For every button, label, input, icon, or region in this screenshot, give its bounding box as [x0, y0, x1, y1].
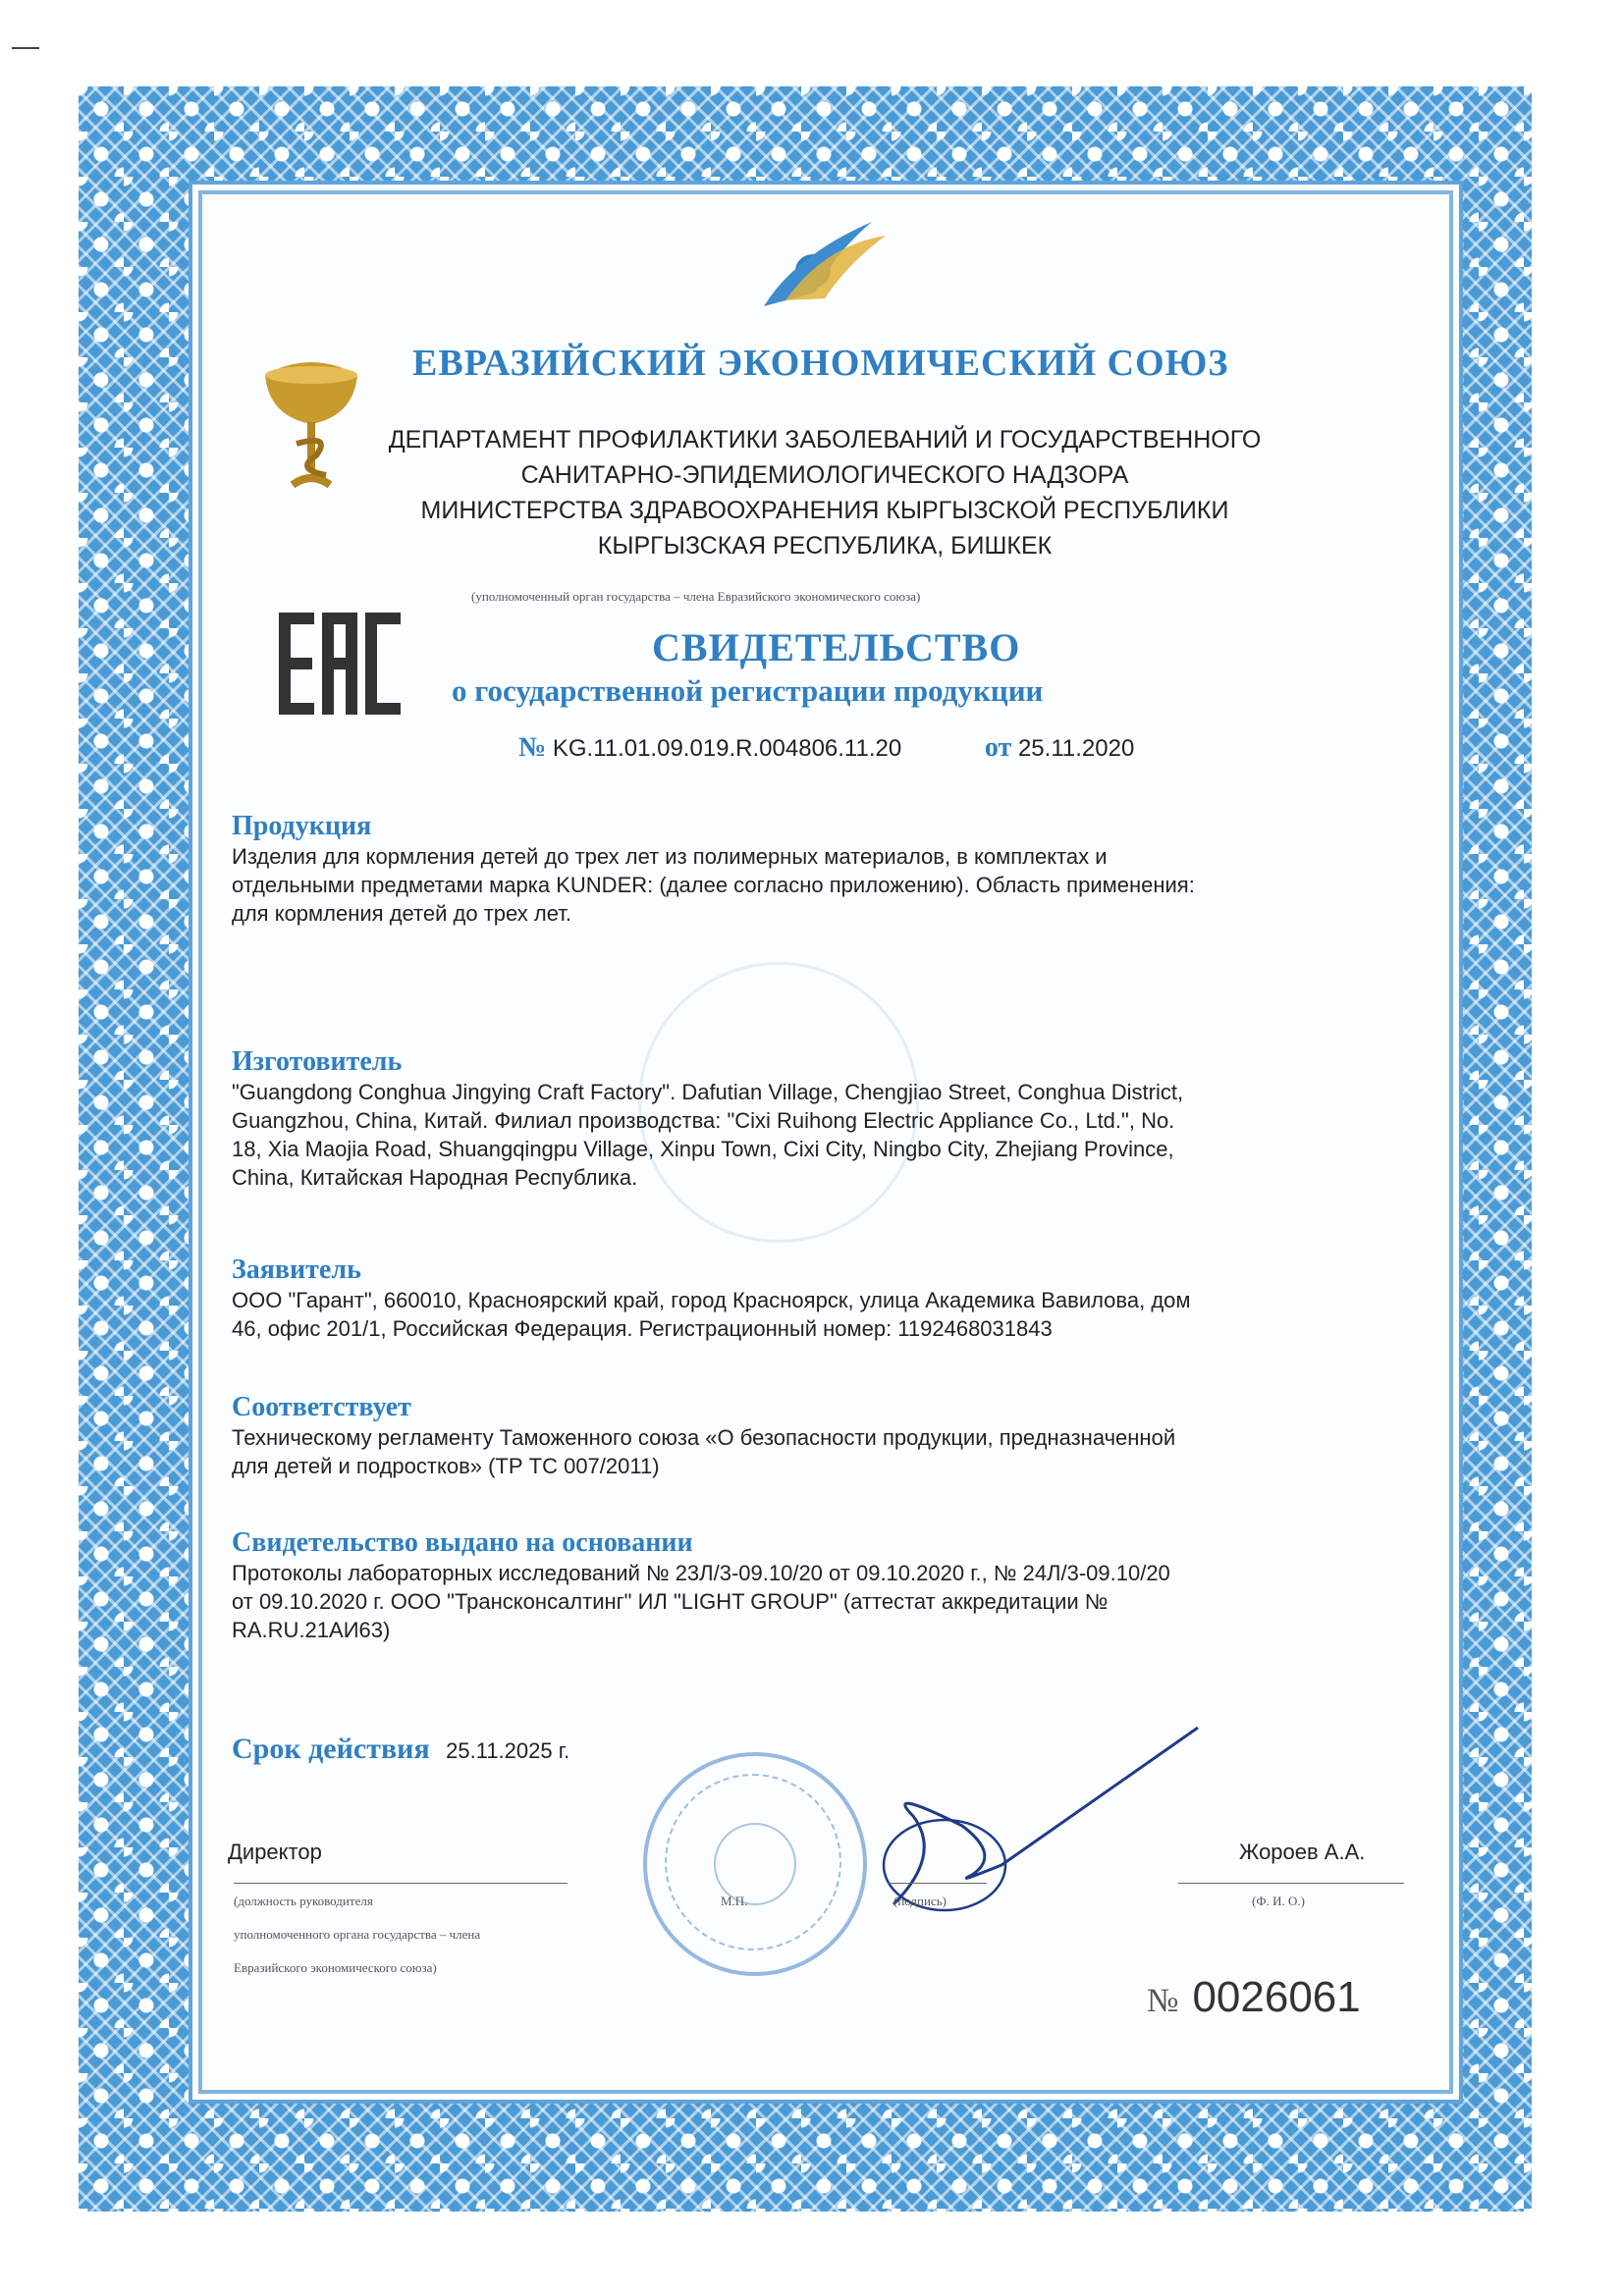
registration-date: 25.11.2020	[1017, 735, 1135, 762]
product-section	[232, 811, 1410, 928]
director-title: Директор	[228, 1840, 322, 1864]
conforms-section	[232, 1392, 1410, 1480]
name-line	[1178, 1883, 1404, 1884]
union-title: ЕВРАЗИЙСКИЙ ЭКОНОМИЧЕСКИЙ СОЮЗ	[412, 343, 1229, 384]
manufacturer-heading: Изготовитель	[232, 1046, 403, 1077]
applicant-section	[232, 1255, 1410, 1343]
department-line: КЫРГЫЗСКАЯ РЕСПУБЛИКА, БИШКЕК	[597, 532, 1053, 560]
validity-label: Срок действия	[232, 1733, 430, 1765]
scan-edge-mark	[12, 47, 39, 49]
date-label: от	[984, 732, 1012, 763]
basis-line: Протоколы лабораторных исследований № 23Л/3-09.10/20 от 09.10.2020 г., № 24Л/3-09.10/20	[232, 1561, 1170, 1585]
validity-value: 25.11.2025 г.	[446, 1738, 570, 1763]
registration-number: KG.11.01.09.019.R.004806.11.20	[552, 735, 902, 762]
conforms-line: для детей и подростков» (ТР ТС 007/2011)	[232, 1454, 660, 1478]
basis-line: RA.RU.21АИ63)	[232, 1618, 391, 1642]
position-line	[234, 1883, 568, 1884]
authority-note: (уполномоченный орган государства – члена Евразийского экономического союза)	[471, 589, 921, 604]
eaeu-logo-icon	[756, 216, 893, 314]
conforms-line: Техническому регламенту Таможенного союза «О безопасности продукции, предназначенной	[232, 1425, 1176, 1450]
product-line: Изделия для кормления детей до трех лет из полимерных материалов, в комплектах и	[232, 844, 1108, 869]
certificate-title: СВИДЕТЕЛЬСТВО	[652, 625, 1021, 669]
signature-label: (подпись)	[893, 1894, 947, 1908]
applicant-line: 46, офис 201/1, Российская Федерация. Регистрационный номер: 1192468031843	[232, 1316, 1053, 1341]
applicant-heading: Заявитель	[232, 1255, 361, 1285]
validity-line	[232, 1733, 569, 1766]
position-note	[234, 1885, 480, 1985]
manufacturer-line: "Guangdong Conghua Jingying Craft Factory". Dafutian Village, Chengjiao Street, Conghua District,	[232, 1080, 1184, 1104]
director-name: Жороев А.А.	[1239, 1840, 1366, 1864]
manufacturer-line: China, Китайская Народная Республика.	[232, 1165, 638, 1190]
official-stamp	[643, 1752, 867, 1976]
position-note-line: (должность руководителя	[234, 1894, 373, 1908]
product-line: для кормления детей до трех лет.	[232, 901, 571, 926]
manufacturer-section	[232, 1046, 1410, 1192]
product-line: отдельными предметами марка KUNDER: (далее согласно приложению). Область применения:	[232, 873, 1195, 897]
serial-number	[1147, 1973, 1361, 2022]
certificate-subtitle: о государственной регистрации продукции	[452, 673, 1044, 708]
serial-value: 0026061	[1192, 1973, 1361, 2021]
health-bowl-serpent-icon	[257, 346, 365, 493]
manufacturer-line: Guangzhou, China, Китай. Филиал производства: "Cixi Ruihong Electric Appliance Co., Ltd.", No.	[232, 1108, 1175, 1133]
eac-mark-icon	[277, 609, 403, 719]
department-line: САНИТАРНО-ЭПИДЕМИОЛОГИЧЕСКОГО НАДЗОРА	[520, 461, 1129, 489]
department-line: МИНИСТЕРСТВА ЗДРАВООХРАНЕНИЯ КЫРГЫЗСКОЙ РЕСПУБЛИКИ	[420, 497, 1229, 524]
registration-line	[518, 732, 1134, 764]
basis-heading: Свидетельство выдано на основании	[232, 1527, 693, 1558]
applicant-line: ООО "Гарант", 660010, Красноярский край, город Красноярск, улица Академика Вавилова, дом	[232, 1288, 1191, 1312]
conforms-heading: Соответствует	[232, 1392, 411, 1422]
name-label: (Ф. И. О.)	[1252, 1894, 1305, 1908]
number-sign: №	[518, 732, 547, 763]
basis-section	[232, 1527, 1410, 1644]
signature-line	[889, 1883, 987, 1884]
position-note-line: Евразийского экономического союза)	[234, 1960, 437, 1975]
serial-sign: №	[1147, 1983, 1179, 2019]
department-line: ДЕПАРТАМЕНТ ПРОФИЛАКТИКИ ЗАБОЛЕВАНИЙ И ГОСУДАРСТВЕННОГО	[388, 426, 1262, 454]
stamp-label: М.П.	[721, 1894, 748, 1908]
product-heading: Продукция	[232, 811, 372, 841]
manufacturer-line: 18, Xia Maojia Road, Shuangqingpu Village, Xinpu Town, Cixi City, Ningbo City, Zhejiang Province,	[232, 1137, 1174, 1161]
position-note-line: уполномоченного органа государства – члена	[234, 1927, 481, 1942]
department-block	[353, 422, 1296, 563]
basis-line: от 09.10.2020 г. ООО "Трансконсалтинг" ИЛ "LIGHT GROUP" (аттестат аккредитации №	[232, 1589, 1109, 1614]
